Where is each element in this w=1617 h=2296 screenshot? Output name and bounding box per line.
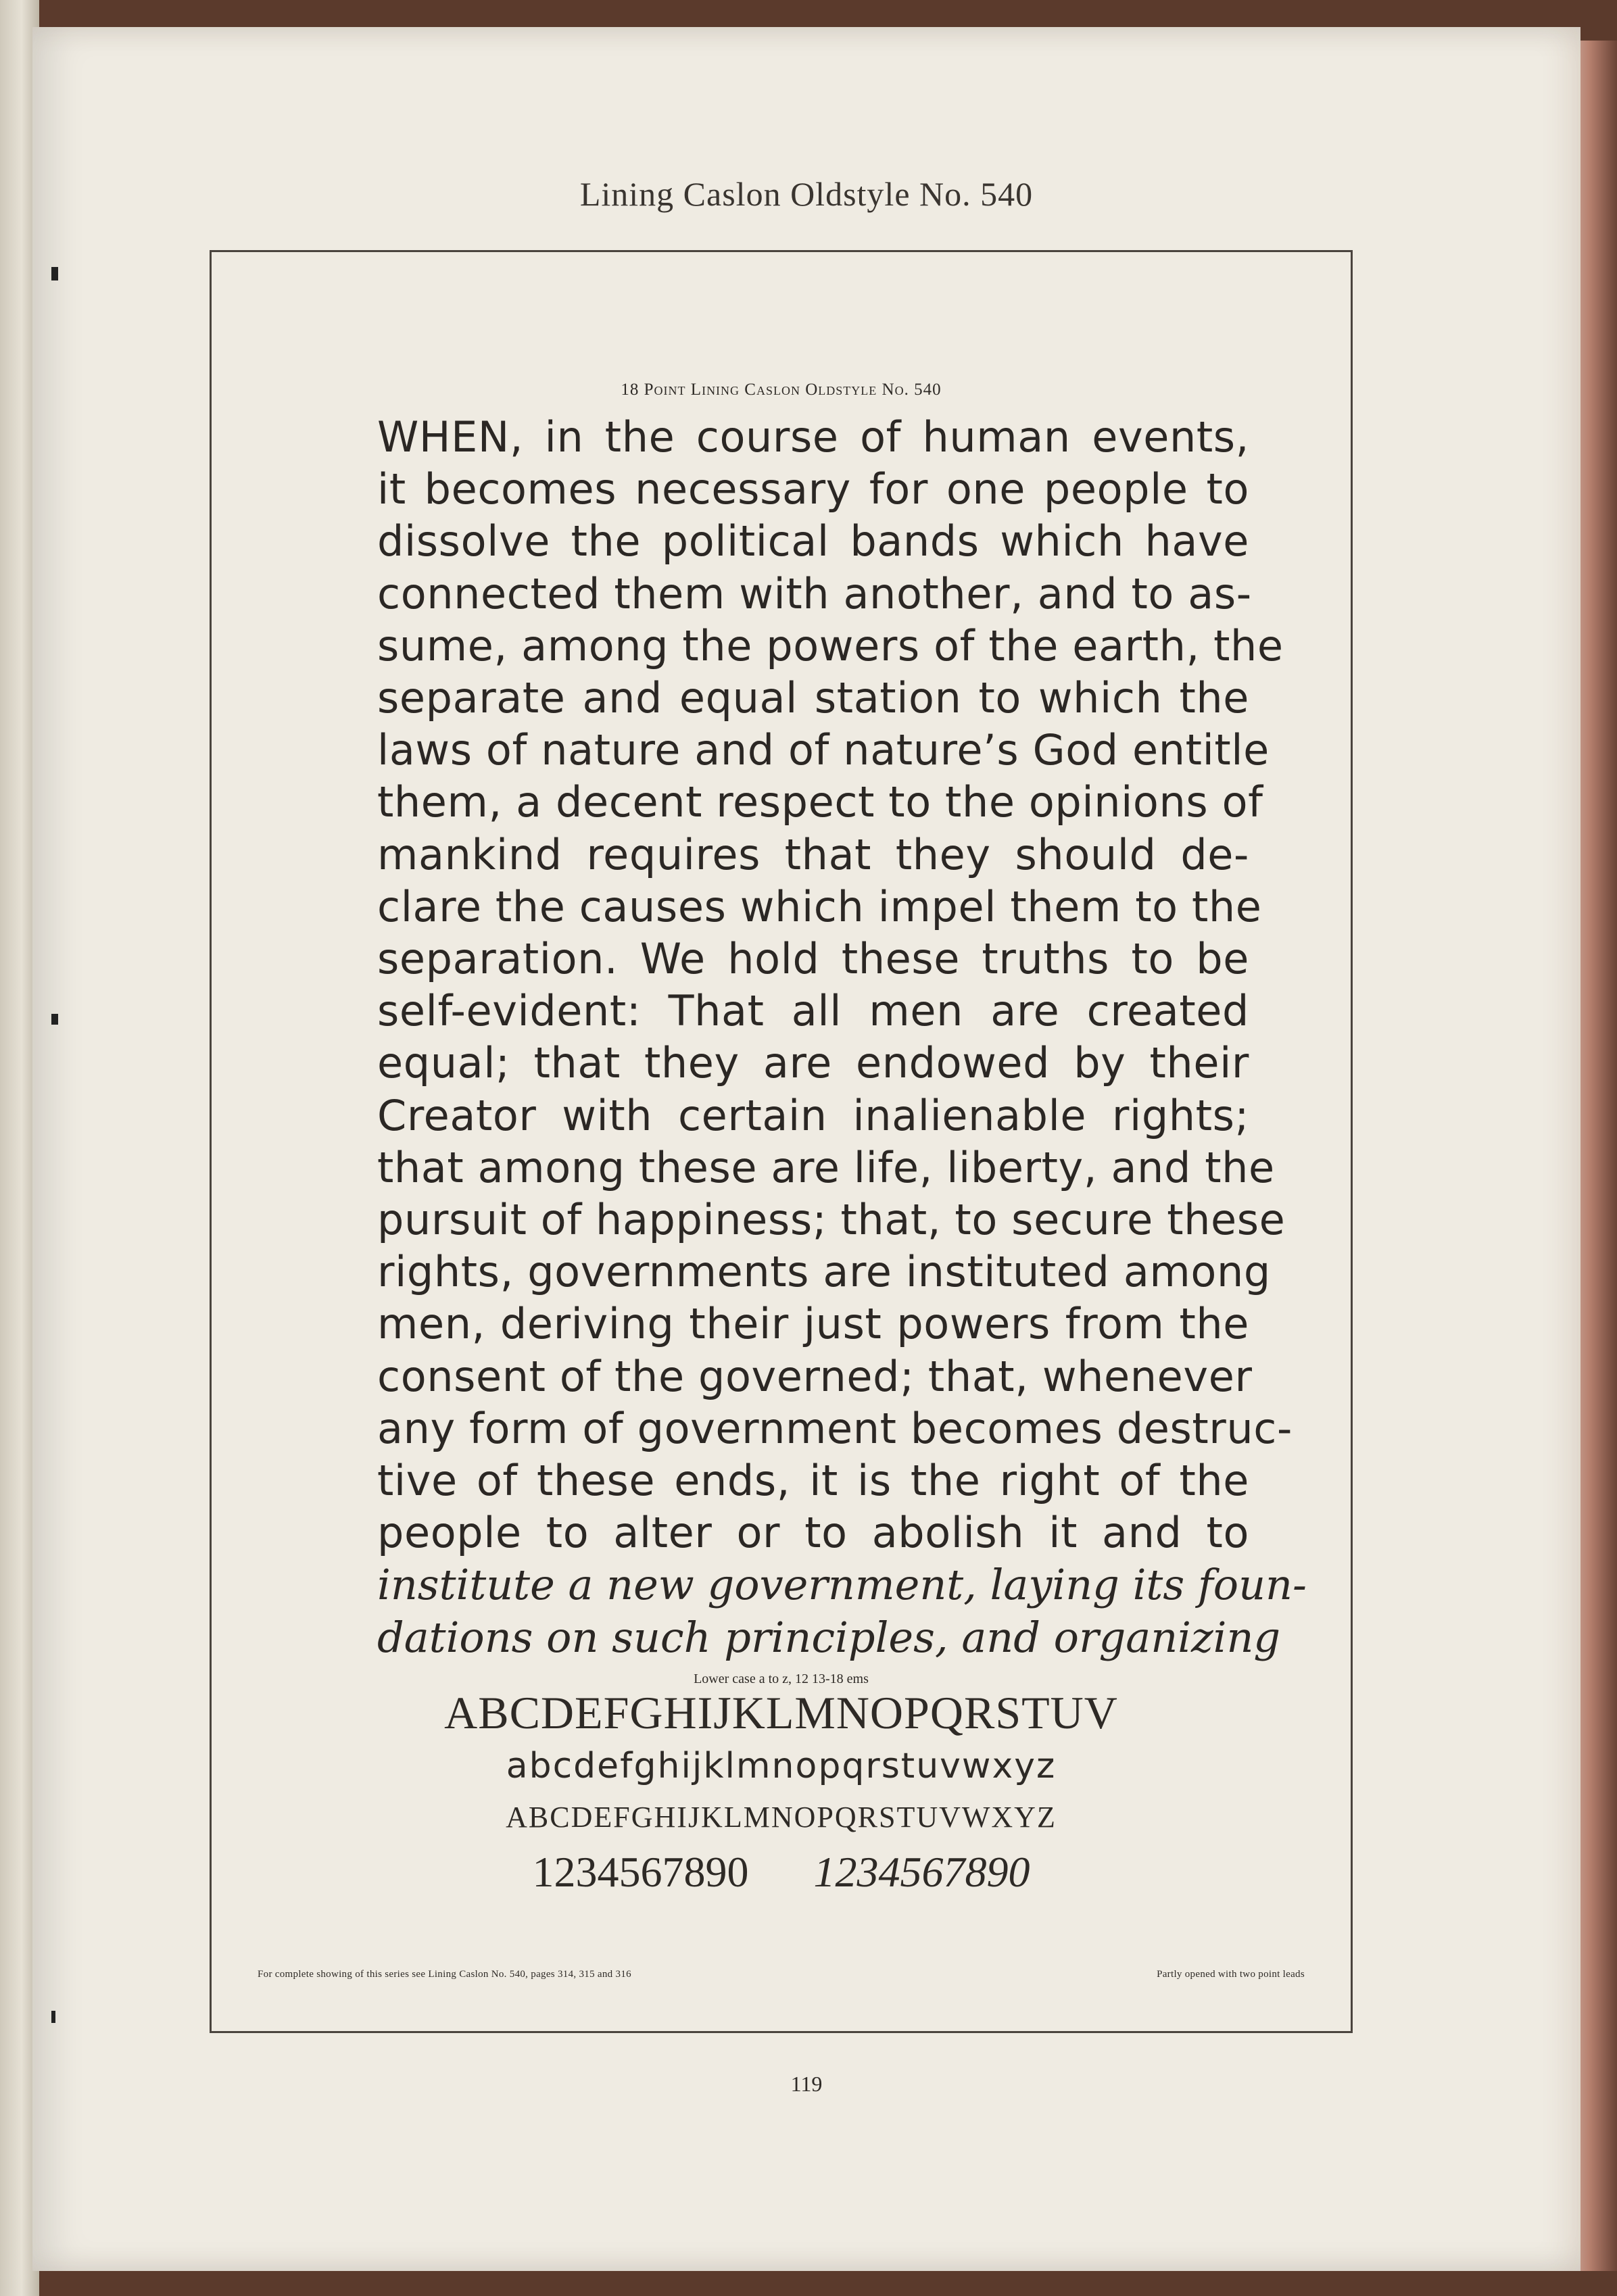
text-line: pursuit of happiness; that, to secure these — [377, 1195, 1286, 1245]
lowercase-note: Lower case a to z, 12 13-18 ems — [694, 1671, 869, 1686]
text-line: separation. We hold these truths to be — [377, 934, 1249, 984]
text-line: rights, governments are instituted among — [377, 1247, 1271, 1297]
text-line: that among these are life, liberty, and the — [377, 1142, 1275, 1192]
alphabet-lowercase: abcdefghijklmnopqrstuvwxyz — [506, 1746, 1057, 1786]
figures-row — [212, 1847, 1351, 1897]
text-line: them, a decent respect to the opinions of — [377, 777, 1263, 827]
text-line: equal; that they are endowed by their — [377, 1038, 1249, 1088]
text-line: any form of government becomes destruc- — [377, 1403, 1293, 1453]
text-line: dissolve the political bands which have — [377, 516, 1249, 566]
text-line: self-evident: That all men are created — [377, 986, 1249, 1036]
text-line: tive of these ends, it is the right of the — [377, 1456, 1249, 1506]
specimen-label: 18 Point Lining Caslon Oldstyle No. 540 — [621, 381, 942, 399]
text-line: separate and equal station to which the — [377, 673, 1249, 723]
text-line: men, deriving their just powers from the — [377, 1299, 1249, 1349]
text-line: WHEN, in the course of human events, — [377, 412, 1249, 462]
alphabet-small-capitals: ABCDEFGHIJKLMNOPQRSTUVWXYZ — [506, 1801, 1057, 1834]
footnote-left: For complete showing of this series see Lining Caslon No. 540, pages 314, 315 and 316 — [258, 1969, 631, 1980]
book-page — [32, 27, 1580, 2271]
specimen-body-text — [377, 411, 1307, 1663]
alphabet-capitals: ABCDEFGHIJKLMNOPQRSTUV — [444, 1687, 1118, 1738]
page-number: 119 — [790, 2072, 823, 2096]
italic-text-line: dations on such principles, and organizing — [377, 1612, 1281, 1662]
binding-mark — [51, 2011, 55, 2023]
binding-mark — [51, 1014, 58, 1025]
figures-italic: 1234567890 — [813, 1848, 1030, 1896]
specimen-frame — [210, 250, 1353, 2033]
text-line: laws of nature and of nature’s God entitle — [377, 725, 1270, 775]
running-head: Lining Caslon Oldstyle No. 540 — [579, 175, 1034, 213]
text-line: people to alter or to abolish it and to — [377, 1508, 1249, 1558]
text-line: consent of the governed; that, whenever — [377, 1351, 1253, 1401]
text-line: connected them with another, and to as- — [377, 568, 1252, 618]
text-line: clare the causes which impel them to the — [377, 881, 1262, 931]
text-line: it becomes necessary for one people to — [377, 464, 1249, 514]
text-line: Creator with certain inalienable rights; — [377, 1090, 1249, 1140]
italic-text-line: institute a new government, laying its foun- — [377, 1560, 1307, 1610]
figures-roman: 1234567890 — [532, 1848, 749, 1896]
footnote-right: Partly opened with two point leads — [1157, 1969, 1305, 1980]
text-line: mankind requires that they should de- — [377, 829, 1249, 879]
binding-mark — [51, 267, 58, 280]
text-line: sume, among the powers of the earth, the — [377, 620, 1284, 670]
